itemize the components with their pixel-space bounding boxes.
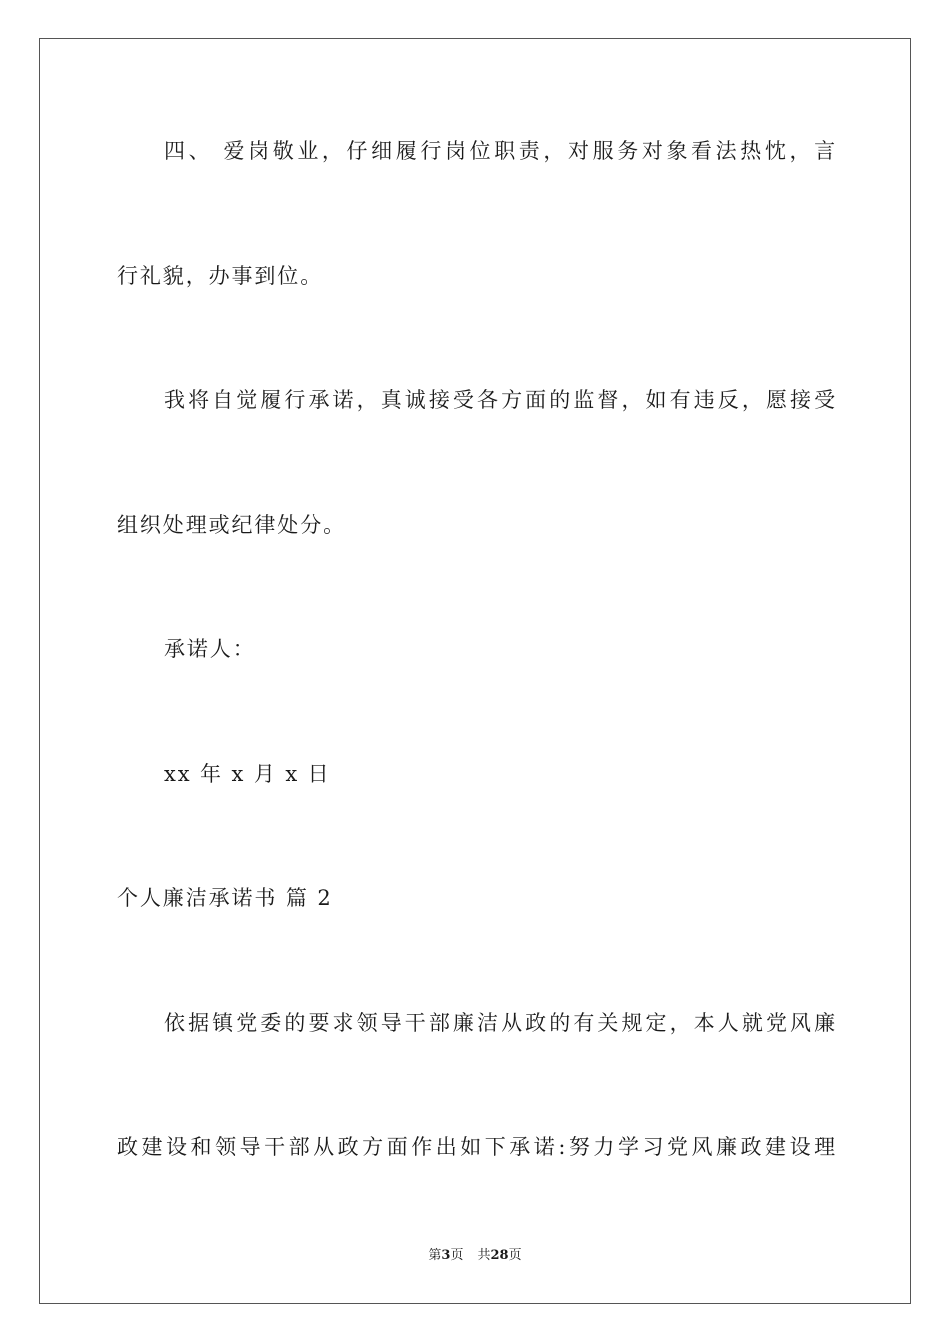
paragraph-1-line-1: 四、 爱岗敬业，仔细履行岗位职责，对服务对象看法热忱，言 [164, 139, 837, 163]
paragraph-1-line-2: 行礼貌，办事到位。 [117, 264, 324, 288]
footer-total-suffix: 页 [508, 1248, 522, 1263]
signatory-label: 承诺人： [164, 637, 256, 661]
footer-page-prefix: 第 [428, 1248, 442, 1263]
page-border [39, 38, 911, 1304]
footer-total-prefix: 共 [477, 1248, 491, 1263]
paragraph-3-line-2: 政建设和领导干部从政方面作出如下承诺:努力学习党风廉政建设理 [117, 1135, 837, 1159]
footer-page-total: 28 [490, 1248, 509, 1263]
footer-page-mid: 页 [450, 1248, 464, 1263]
paragraph-2-line-1: 我将自觉履行承诺，真诚接受各方面的监督，如有违反，愿接受 [164, 388, 837, 412]
date-line: xx 年 x 月 x 日 [164, 762, 331, 786]
paragraph-2-line-2: 组织处理或纪律处分。 [117, 513, 346, 537]
section-heading: 个人廉洁承诺书 篇 2 [117, 886, 333, 910]
page-footer [0, 1247, 950, 1265]
paragraph-3-line-1: 依据镇党委的要求领导干部廉洁从政的有关规定，本人就党风廉 [164, 1011, 837, 1035]
footer-page-current: 3 [441, 1248, 451, 1263]
